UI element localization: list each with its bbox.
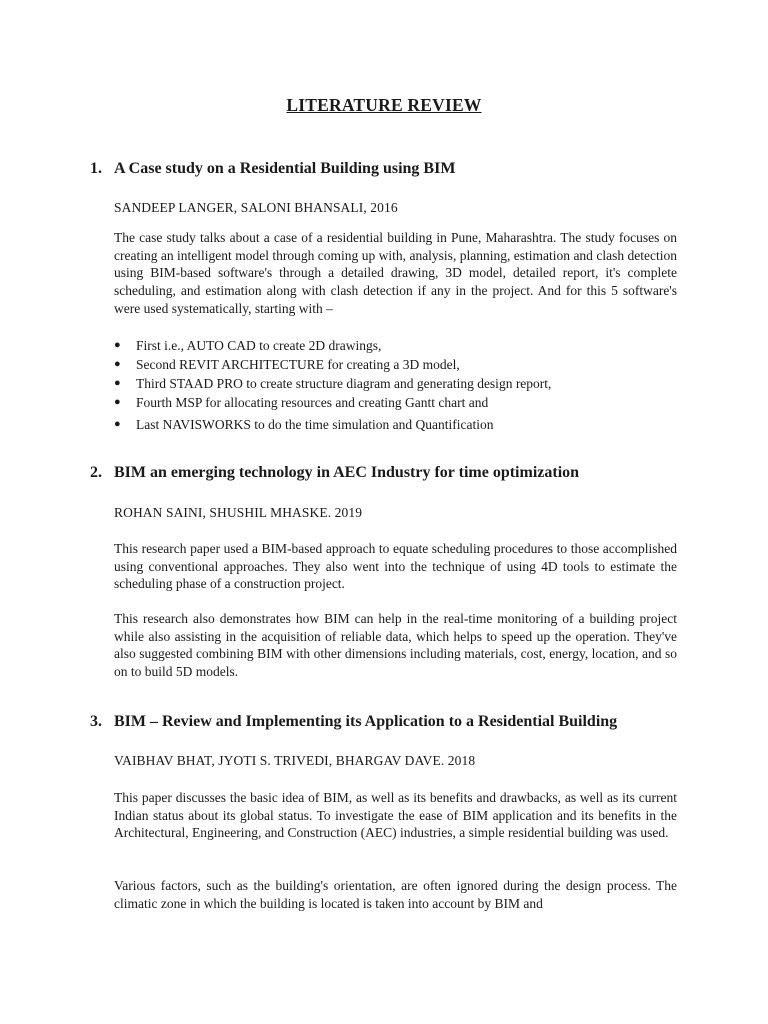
page-title: LITERATURE REVIEW [286,95,482,115]
section-3-authors: VAIBHAV BHAT, JYOTI S. TRIVEDI, BHARGAV DAVE. 2018 [114,753,476,768]
section-1-bullet-list [114,336,677,434]
section-2-paragraph-2: This research also demonstrates how BIM can help in the real-time monitoring of a building project while also assisting in the acquisition of reliable data, which helps to speed up the operation. They've also suggested combining BIM with other dimensions including materials, cost, energy, location, and so on to build 5D models. [114,611,677,680]
list-item: ● Second REVIT ARCHITECTURE for creating a 3D model, [114,357,460,372]
bullet-icon: ● [114,377,121,389]
bullet-icon: ● [114,418,121,430]
section-1-authors: SANDEEP LANGER, SALONI BHANSALI, 2016 [114,200,398,215]
bullet-icon: ● [114,358,121,370]
list-item: ● Fourth MSP for allocating resources and creating Gantt chart and [114,395,489,410]
section-3-number: 3. [90,713,102,730]
list-item: ● First i.e., AUTO CAD to create 2D drawings, [114,338,382,353]
section-3-heading [90,713,617,731]
section-2-paragraph-1: This research paper used a BIM-based approach to equate scheduling procedures to those accomplished using conventional approaches. They also went into the technique of using 4D tools to estimate the scheduling phase of a construction project. [114,541,677,592]
section-2-authors: ROHAN SAINI, SHUSHIL MHASKE. 2019 [114,505,363,520]
section-1-paragraph-1: The case study talks about a case of a residential building in Pune, Maharashtra. The study focuses on creating an intelligent model through coming up with, analysis, planning, estimation and clash detection using BIM-based software's through a detailed drawing, 3D model, detailed report, it's complete scheduling, and estimation along with clash detection if any in the project. And for this 5 software's were used systematically, starting with – [114,230,677,316]
list-item: ● Last NAVISWORKS to do the time simulation and Quantification [114,417,494,432]
section-1-number: 1. [90,160,102,177]
section-2-number: 2. [90,464,102,481]
bullet-icon: ● [114,339,121,351]
section-2-title: BIM an emerging technology in AEC Industry for time optimization [114,464,580,481]
list-item: ● Third STAAD PRO to create structure diagram and generating design report, [114,376,552,391]
bullet-icon: ● [114,396,121,408]
section-1-heading [90,160,455,178]
section-1-title: A Case study on a Residential Building using BIM [114,160,456,177]
section-3-paragraph-1: This paper discusses the basic idea of BIM, as well as its benefits and drawbacks, as well as its current Indian status about its global status. To investigate the ease of BIM application and its benefits in the Architectural, Engineering, and Construction (AEC) industries, a simple residential building was used. [114,790,677,841]
section-3-title: BIM – Review and Implementing its Application to a Residential Building [114,713,618,730]
section-2-heading [90,464,579,482]
section-3-paragraph-2: Various factors, such as the building's orientation, are often ignored during the design process. The climatic zone in which the building is located is taken into account by BIM and [114,878,677,911]
